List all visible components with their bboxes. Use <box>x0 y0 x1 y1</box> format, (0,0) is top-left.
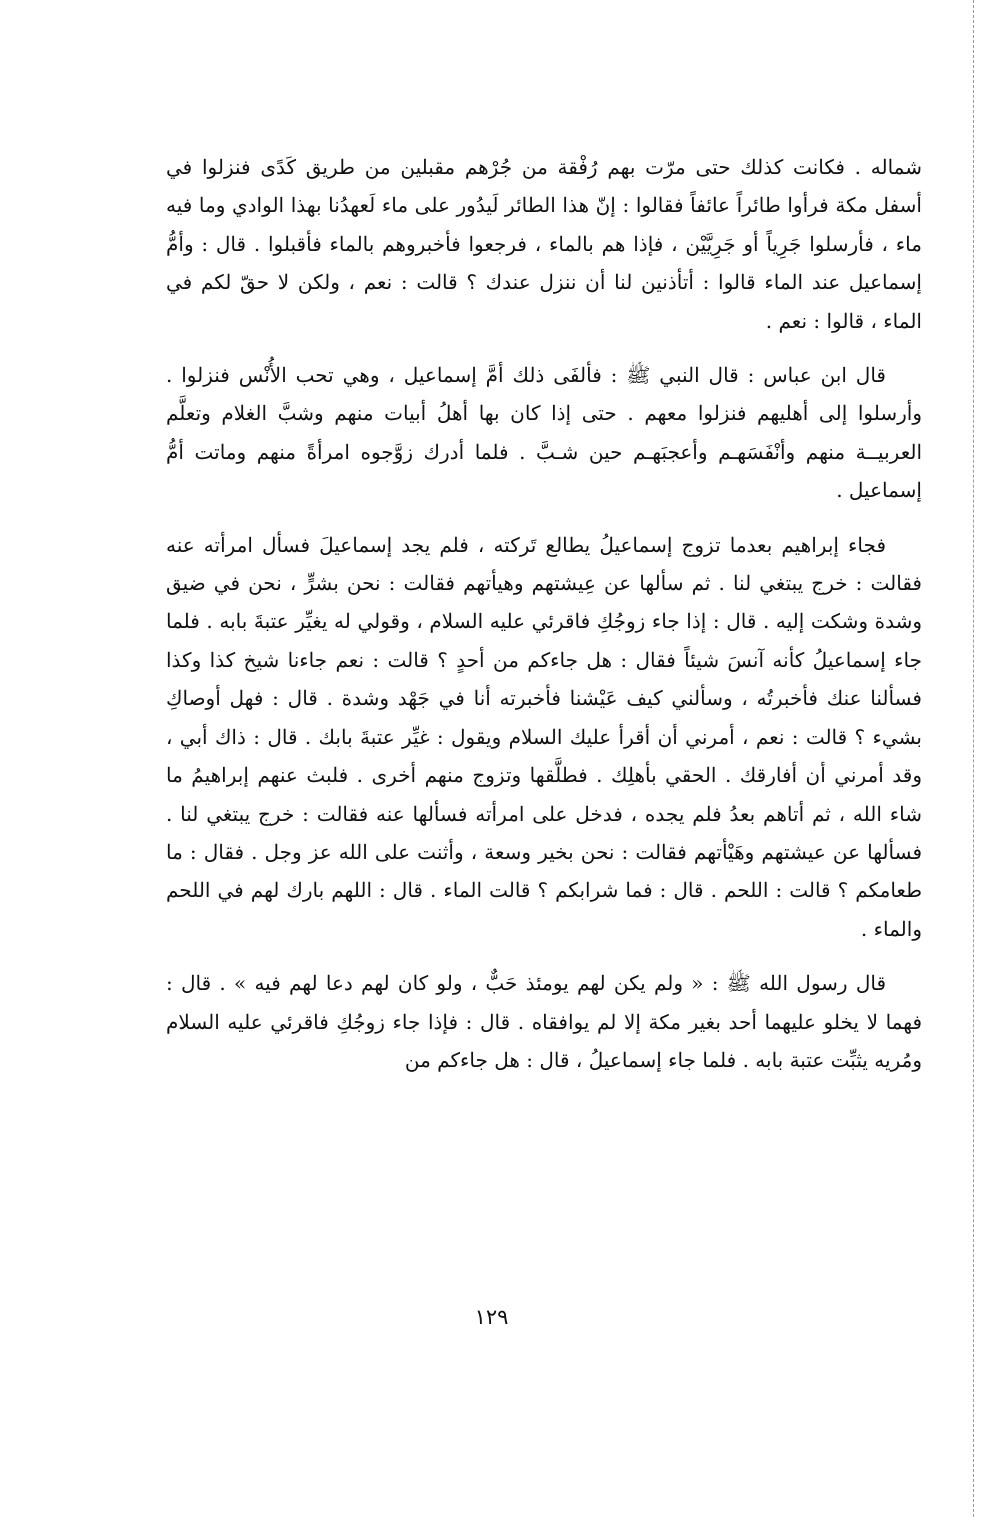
page-number: ١٢٩ <box>474 1305 509 1329</box>
paragraph-3: فجاء إبراهيم بعدما تزوج إسماعيلُ يطالع تَركته ، فلم يجد إسماعيلَ فسأل امرأته عنه فقالت : خرج يبتغي لنا . ثم سألها عن عِيشتهم وهيأتهم فقالت : نحن بشرٍّ ، نحن في ضيق وشدة وشكت إليه . قال : إذا جاء زوجُكِ فاقرئي عليه السلام ، وقولي له يغيِّر عتبةَ بابه . فلما جاء إسماعيلُ كأنه آنسَ شيئاً فقال : هل جاءكم من أحدٍ ؟ قالت : نعم جاءنا شيخ كذا وكذا فسألنا عنك فأخبرتُه ، وسألني كيف عَيْشنا فأخبرته أنا في جَهْد وشدة . قال : فهل أوصاكِ بشيء ؟ قالت : نعم ، أمرني أن أقرأ عليك السلام ويقول : غيِّر عتبةَ بابك . قال : ذاك أبي ، وقد أمرني أن أفارقك . الحقي بأهلِك . فطلَّقها وتزوج منهم أخرى . فلبث عنهم إبراهيمُ ما شاء الله ، ثم أتاهم بعدُ فلم يجده ، فدخل على امرأته فسألها عنه فقالت : خرج يبتغي لنا . فسألها عن عيشتهم وهَيْأتهم فقالت : نحن بخير وسعة ، وأثنت على الله عز وجل . فقال : ما طعامكم ؟ قالت : اللحم . قال : فما شرابكم ؟ قالت الماء . قال : اللهم بارك لهم في اللحم والماء . <box>166 532 922 941</box>
page-edge-line <box>973 0 974 1517</box>
paragraph-1: شماله . فكانت كذلك حتى مرّت بهم رُفْقة من جُرْهم مقبلين من طريق كَدًى فنزلوا في أسفل مكة فرأوا طائراً عائفاً فقالوا : إنّ هذا الطائر لَيدُور على ماء لَعهدُنا بهذا الوادي وما فيه ماء ، فأرسلوا جَرِياً أو جَرِيَّيْن ، فإذا هم بالماء ، فرجعوا فأخبروهم بالماء فأقبلوا . قال : وأمُّ إسماعيل عند الماء قالوا : أتأذنين لنا أن ننزل عندك ؟ قالت : نعم ، ولكن لا حقّ لكم في الماء ، قالوا : نعم . <box>166 155 922 333</box>
body-text <box>166 148 922 1079</box>
paragraph-4: قال رسول الله ﷺ : « ولم يكن لهم يومئذ حَبٌّ ، ولو كان لهم دعا لهم فيه » . قال : فهما لا يخلو عليهما أحد بغير مكة إلا لم يوافقاه . قال : فإذا جاء زوجُكِ فاقرئي عليه السلام ومُريه يثبِّت عتبة بابه . فلما جاء إسماعيلُ ، قال : هل جاءكم من <box>166 971 922 1072</box>
paragraph-2: قال ابن عباس : قال النبي ﷺ : فألفَى ذلك أمَّ إسماعيل ، وهي تحب الأُنْس فنزلوا . وأرسلوا إلى أهليهم فنزلوا معهم . حتى إذا كان بها أهلُ أبيات منهم وشبَّ الغلام وتعلَّم العربيــة منهم وأنْفَسَهـم وأعجبَهـم حين شـبَّ . فلما أدرك زوَّجوه امرأةً منهم وماتت أمُّ إسماعيل . <box>166 363 922 503</box>
